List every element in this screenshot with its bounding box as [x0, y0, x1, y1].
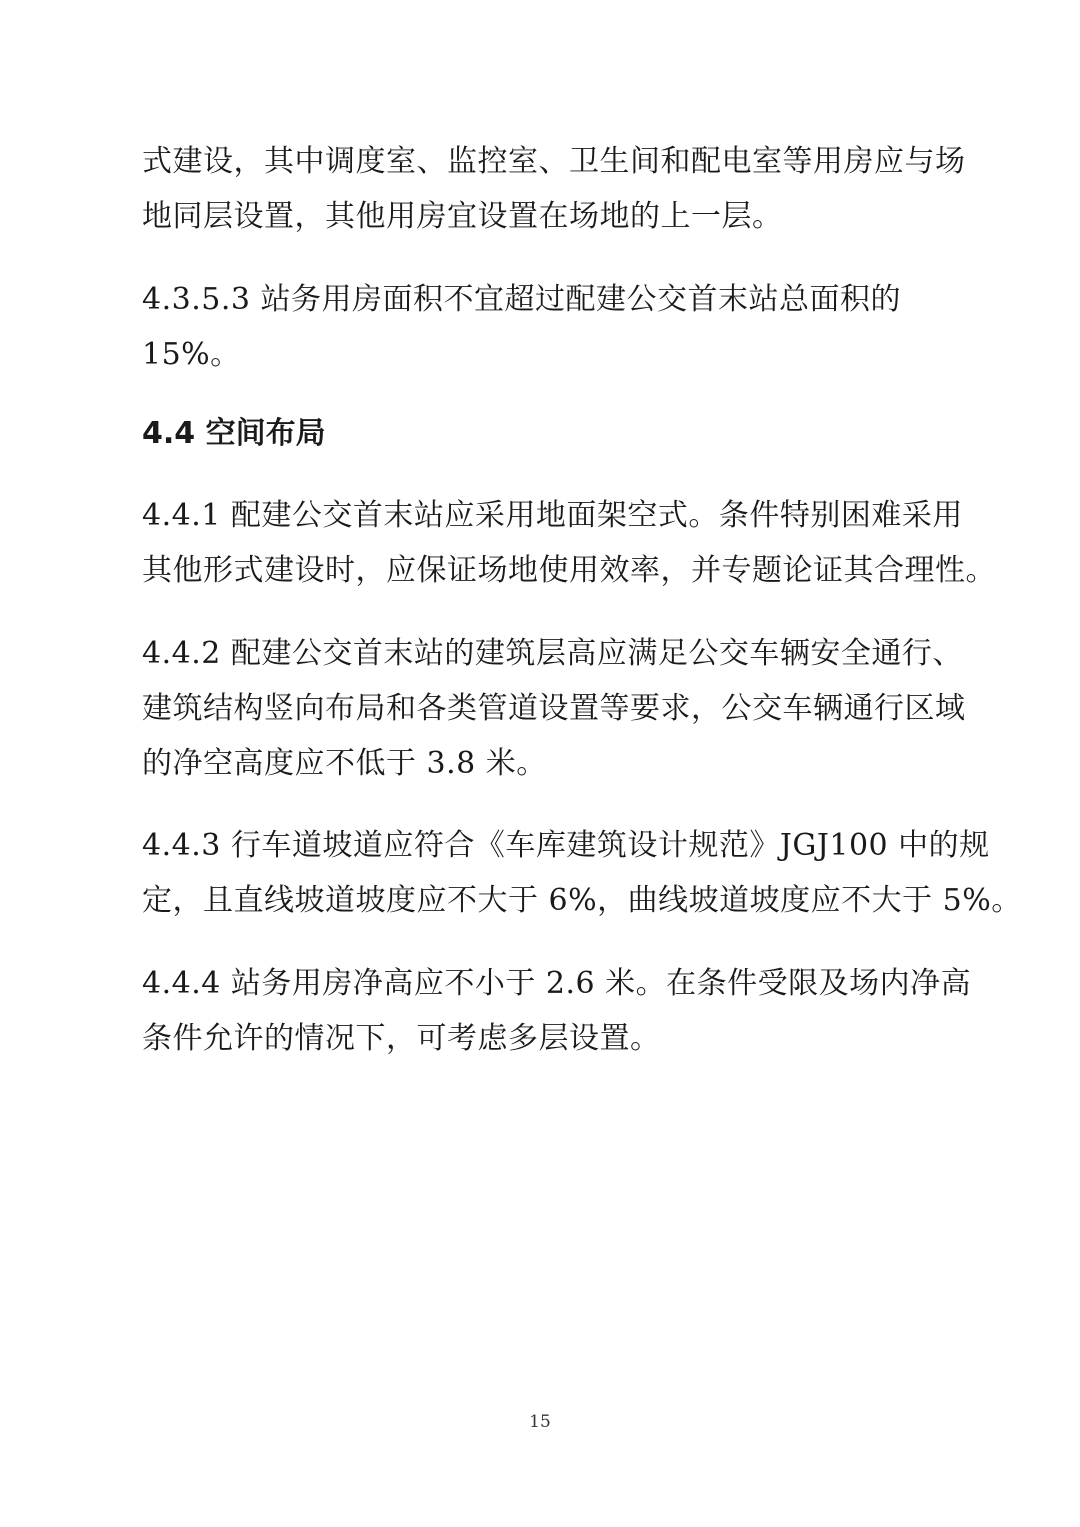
paragraph-line: 式建设，其中调度室、监控室、卫生间和配电室等用房应与场: [142, 144, 966, 179]
paragraph-line: 地同层设置，其他用房宜设置在场地的上一层。: [142, 199, 783, 234]
paragraph-line: 条件允许的情况下，可考虑多层设置。: [142, 1021, 661, 1056]
paragraph-line: 4.4.3 行车道坡道应符合《车库建筑设计规范》JGJ100 中的规: [142, 828, 990, 863]
paragraph-line: 的净空高度应不低于 3.8 米。: [142, 746, 547, 781]
section-heading: 4.4 空间布局: [142, 416, 326, 451]
paragraph-line: 15%。: [142, 337, 241, 372]
paragraph-line: 4.4.1 配建公交首末站应采用地面架空式。条件特别困难采用: [142, 498, 963, 533]
paragraph-line: 建筑结构竖向布局和各类管道设置等要求，公交车辆通行区域: [142, 691, 966, 726]
paragraph-line: 4.3.5.3 站务用房面积不宜超过配建公交首末站总面积的: [142, 282, 901, 317]
paragraph-line: 4.4.2 配建公交首末站的建筑层高应满足公交车辆安全通行、: [142, 636, 963, 671]
paragraph-line: 4.4.4 站务用房净高应不小于 2.6 米。在条件受限及场内净高: [142, 966, 972, 1001]
paragraph-line: 其他形式建设时，应保证场地使用效率，并专题论证其合理性。: [142, 553, 996, 588]
page-number: 15: [529, 1412, 551, 1432]
paragraph-line: 定，且直线坡道坡度应不大于 6%，曲线坡道坡度应不大于 5%。: [142, 883, 1022, 918]
